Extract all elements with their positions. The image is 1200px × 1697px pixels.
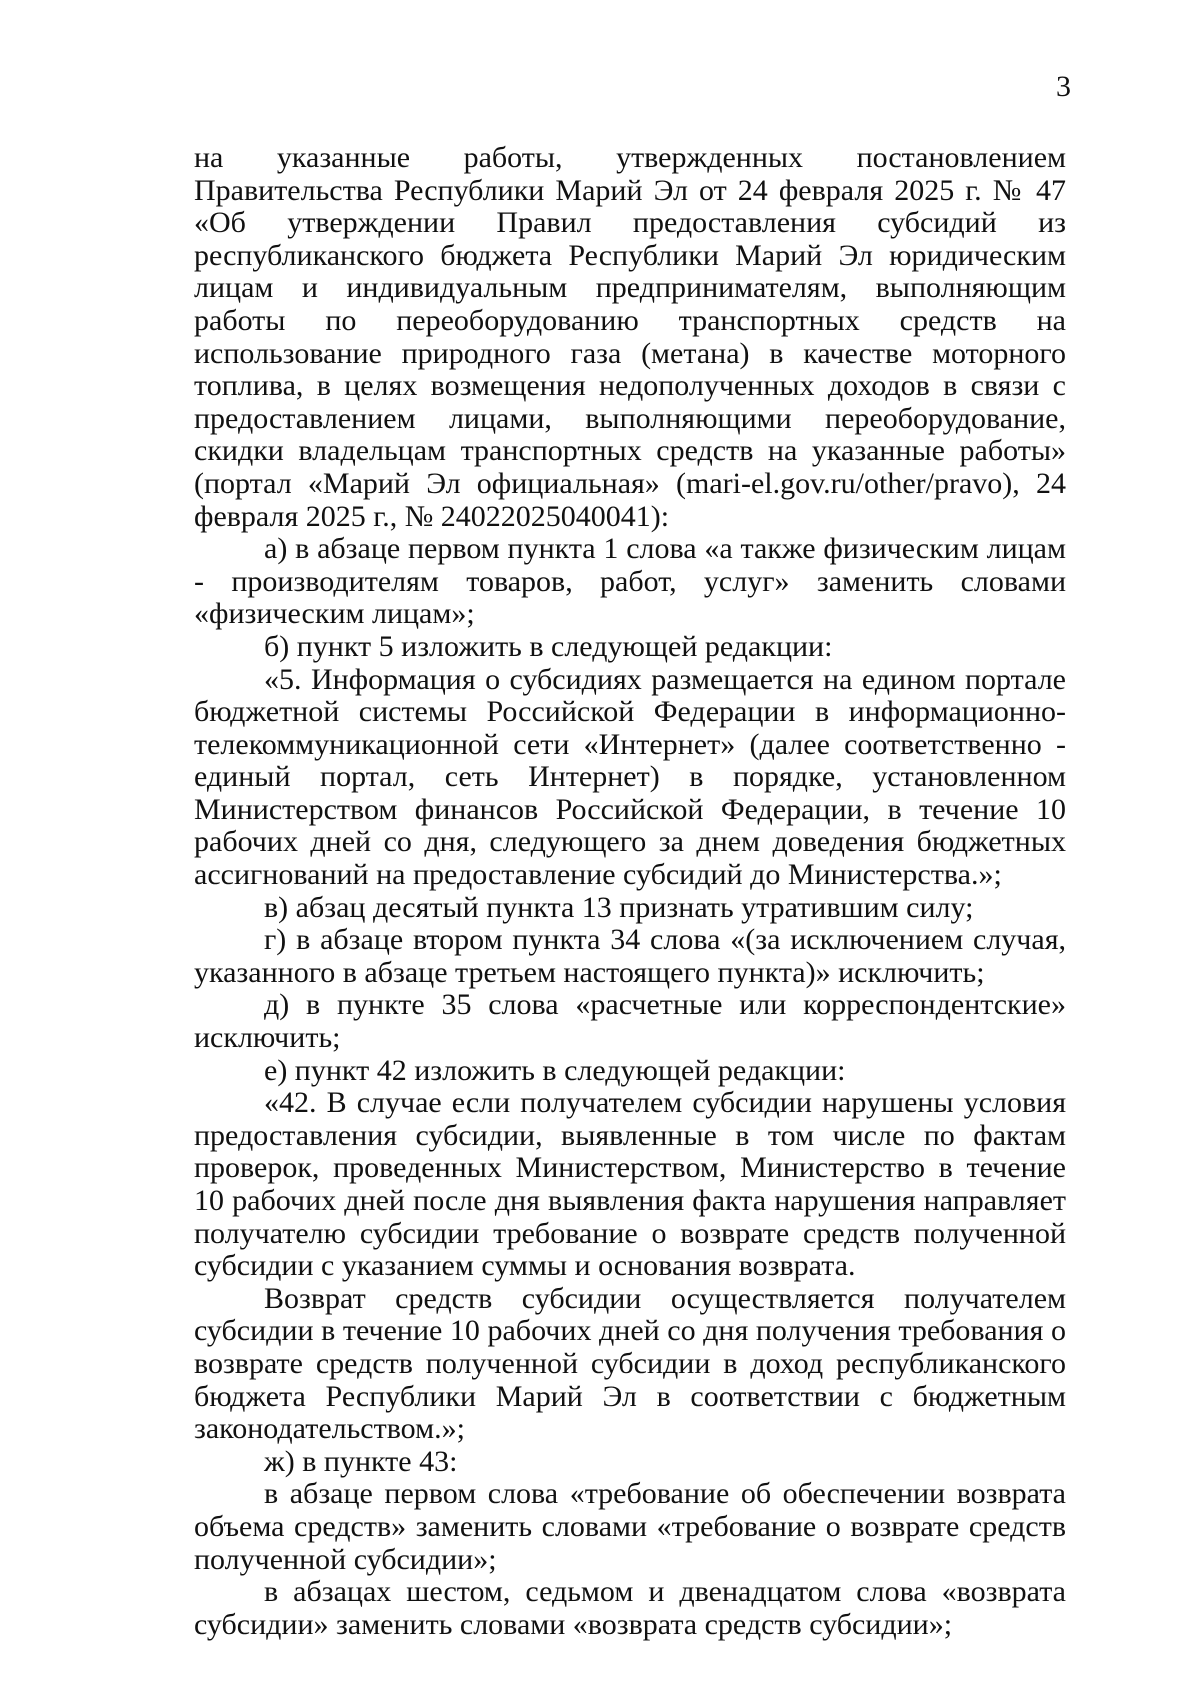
- paragraph-subitem-first: в абзаце первом слова «требование об обеспечении возврата объема средств» заменить словами «требование о возврате средств полученной субсидии»;: [194, 1477, 1066, 1576]
- page-number: 3: [1056, 70, 1071, 103]
- paragraph-subitem-sixth-seventh-twelfth: в абзацах шестом, седьмом и двенадцатом слова «возврата субсидии» заменить словами «возврата средств субсидии»;: [194, 1575, 1066, 1641]
- paragraph-quote-point-5: «5. Информация о субсидиях размещается на едином портале бюджетной системы Российской Федерации в информационно-телекоммуникационной сети «Интернет» (далее соответственно - единый портал, сеть Интернет) в порядке, установленном Министерством финансов Российской Федерации, в течение 10 рабочих дней со дня, следующего за днем доведения бюджетных ассигнований на предоставление субсидий до Министерства.»;: [194, 662, 1066, 892]
- paragraph-item-d: д) в пункте 35 слова «расчетные или корреспондентские» исключить;: [194, 988, 1066, 1055]
- paragraph-item-v: в) абзац десятый пункта 13 признать утратившим силу;: [264, 890, 974, 924]
- paragraph-continuation: на указанные работы, утвержденных постановлением Правительства Республики Марий Эл от 24 февраля 2025 г. № 47 «Об утверждении Правил предоставления субсидий из республиканского бюджета Республики Марий Эл юридическим лицам и индивидуальным предпринимателям, выполняющим работы по переоборудованию транспортных средств на использование природного газа (метана) в качестве моторного топлива, в целях возмещения недополученных доходов в связи с предоставлением лицами, выполняющими переоборудование, скидки владельцам транспортных средств на указанные работы» (портал «Марий Эл официальная» (mari-el.gov.ru/other/pravo), 24 февраля 2025 г., № 24022025040041):: [194, 141, 1066, 533]
- paragraph-item-a: а) в абзаце первом пункта 1 слова «а также физическим лицам - производителям товаров, работ, услуг» заменить словами «физическим лицам»;: [194, 532, 1066, 631]
- paragraph-item-g: г) в абзаце втором пункта 34 слова «(за исключением случая, указанного в абзаце третьем настоящего пункта)» исключить;: [194, 923, 1066, 989]
- paragraph-item-zh: ж) в пункте 43:: [264, 1444, 458, 1478]
- paragraph-refund: Возврат средств субсидии осуществляется получателем субсидии в течение 10 рабочих дней со дня получения требования о возврате средств полученной субсидии в доход республиканского бюджета Республики Марий Эл в соответствии с бюджетным законодательством.»;: [194, 1281, 1066, 1446]
- paragraph-item-b: б) пункт 5 изложить в следующей редакции:: [264, 629, 833, 663]
- paragraph-quote-point-42: «42. В случае если получателем субсидии нарушены условия предоставления субсидии, выявленные в том числе по фактам проверок, проведенных Министерством, Министерство в течение 10 рабочих дней после дня выявления факта нарушения направляет получателю субсидии требование о возврате средств полученной субсидии с указанием суммы и основания возврата.: [194, 1086, 1066, 1283]
- document-body: [194, 142, 1066, 1641]
- paragraph-item-e: е) пункт 42 изложить в следующей редакции:: [264, 1053, 846, 1087]
